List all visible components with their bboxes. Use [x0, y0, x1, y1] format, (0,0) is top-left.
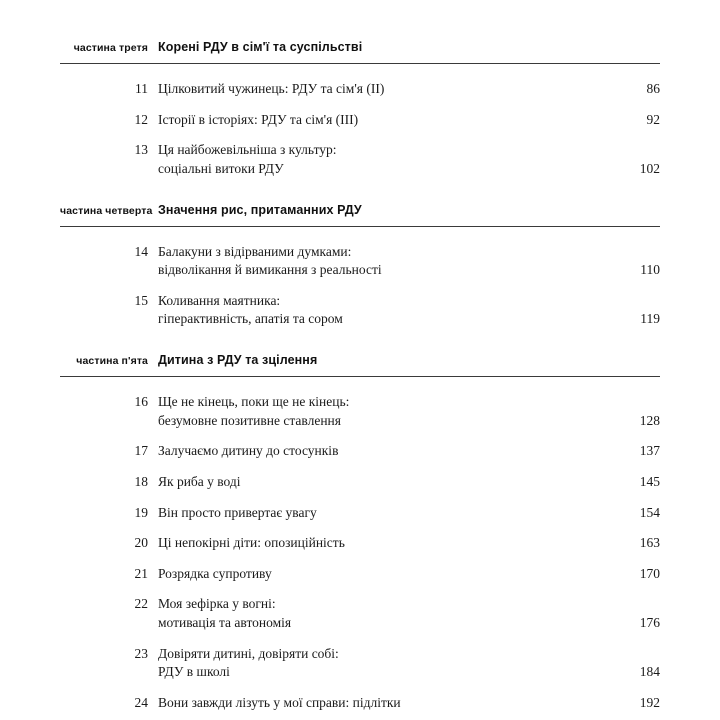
entry-title	[158, 694, 614, 713]
toc-entry[interactable]	[60, 135, 660, 184]
entry-title-line1: Балакуни з відірваними думками:	[158, 243, 352, 259]
toc-entry[interactable]	[60, 286, 660, 335]
entry-title	[158, 565, 614, 584]
entry-title	[158, 645, 614, 682]
entry-title-line1: Коливання маятника:	[158, 292, 281, 308]
entry-number: 22	[134, 596, 148, 612]
entry-page-number: 102	[639, 160, 660, 176]
table-of-contents	[60, 40, 660, 719]
entry-title-line2: РДУ в школі	[158, 664, 230, 680]
entry-title-line1: Ці непокірні діти: опозиційність	[158, 535, 345, 551]
toc-entry[interactable]	[60, 639, 660, 688]
part-title: Корені РДУ в сім'ї та суспільстві	[158, 40, 363, 54]
toc-entry[interactable]	[60, 387, 660, 436]
part-heading	[60, 203, 660, 217]
toc-entry[interactable]	[60, 436, 660, 467]
toc-section	[60, 203, 660, 336]
entry-number: 12	[134, 111, 148, 127]
part-label: частина п'ята	[76, 355, 148, 367]
entry-title	[158, 393, 614, 430]
part-heading	[60, 353, 660, 367]
toc-entry[interactable]	[60, 528, 660, 559]
entry-page-number: 154	[639, 504, 660, 520]
entry-number: 24	[134, 694, 148, 710]
entry-number: 20	[134, 535, 148, 551]
entry-page-number: 119	[640, 311, 660, 327]
toc-section	[60, 40, 660, 185]
entry-title-line1: Цілковитий чужинець: РДУ та сім'я (II)	[158, 81, 385, 96]
entry-title-line2: відволікання й вимикання з реальності	[158, 262, 382, 278]
entry-page-number: 145	[639, 473, 660, 489]
entry-title	[158, 243, 614, 280]
entry-page-number: 110	[640, 262, 660, 278]
entry-page-number: 163	[639, 535, 660, 551]
entry-title	[158, 292, 614, 329]
entry-number: 19	[134, 504, 148, 520]
entry-title	[158, 534, 614, 553]
entry-title-line1: Ця найбожевільніша з культур:	[158, 142, 337, 158]
entry-title-line2: мотивація та автономія	[158, 615, 292, 630]
entry-number: 13	[134, 142, 148, 158]
entry-title-line2: гіперактивність, апатія та сором	[158, 311, 343, 327]
entry-title	[158, 473, 614, 492]
toc-entry[interactable]	[60, 559, 660, 590]
entry-page-number: 176	[639, 615, 660, 630]
entry-title-line1: Розрядка супротиву	[158, 565, 272, 581]
part-title: Дитина з РДУ та зцілення	[158, 353, 318, 367]
entry-page-number: 92	[646, 111, 660, 127]
entry-title-line1: Вони завжди лізуть у мої справи: підлітки	[158, 694, 401, 710]
part-label: частина четверта	[60, 204, 153, 217]
entry-page-number: 184	[639, 664, 660, 680]
toc-section	[60, 353, 660, 719]
toc-entry[interactable]	[60, 467, 660, 498]
entry-page-number: 192	[639, 694, 660, 710]
entry-title	[158, 595, 614, 632]
entry-title-line1: Довіряти дитині, довіряти собі:	[158, 645, 339, 661]
entry-number: 18	[134, 473, 148, 489]
entry-number: 17	[134, 443, 148, 459]
entry-title-line1: Історії в історіях: РДУ та сім'я (III)	[158, 111, 359, 127]
entry-number: 11	[135, 81, 148, 96]
toc-entry[interactable]	[60, 74, 660, 105]
section-divider	[60, 63, 660, 64]
toc-entry[interactable]	[60, 688, 660, 719]
entry-title-line1: Моя зефірка у вогні:	[158, 596, 276, 612]
entry-title	[158, 504, 614, 523]
part-title: Значення рис, притаманних РДУ	[158, 202, 362, 217]
entry-page-number: 128	[639, 412, 660, 428]
toc-entry[interactable]	[60, 105, 660, 136]
toc-entry[interactable]	[60, 589, 660, 638]
entry-page-number: 137	[639, 443, 660, 459]
entry-title-line2: соціальні витоки РДУ	[158, 160, 284, 176]
entry-title-line1: Він просто привертає увагу	[158, 504, 317, 520]
entry-title	[158, 80, 614, 99]
entry-title	[158, 141, 614, 178]
entry-title-line1: Як риба у воді	[158, 473, 241, 489]
entry-number: 16	[134, 394, 148, 409]
entry-title	[158, 442, 614, 461]
entry-title	[158, 111, 614, 130]
entry-page-number: 86	[646, 81, 660, 96]
entry-number: 23	[134, 645, 148, 661]
entry-title-line1: Залучаємо дитину до стосунків	[158, 443, 339, 459]
entry-number: 15	[134, 292, 148, 308]
section-divider	[60, 376, 660, 377]
entry-number: 14	[134, 243, 148, 259]
entry-number: 21	[134, 565, 148, 581]
entry-title-line2: безумовне позитивне ставлення	[158, 412, 341, 428]
section-divider	[60, 226, 660, 227]
toc-entry[interactable]	[60, 237, 660, 286]
entry-page-number: 170	[639, 565, 660, 581]
entry-title-line1: Ще не кінець, поки ще не кінець:	[158, 394, 350, 409]
part-label: частина третя	[73, 42, 148, 54]
toc-entry[interactable]	[60, 498, 660, 529]
part-heading	[60, 40, 660, 54]
